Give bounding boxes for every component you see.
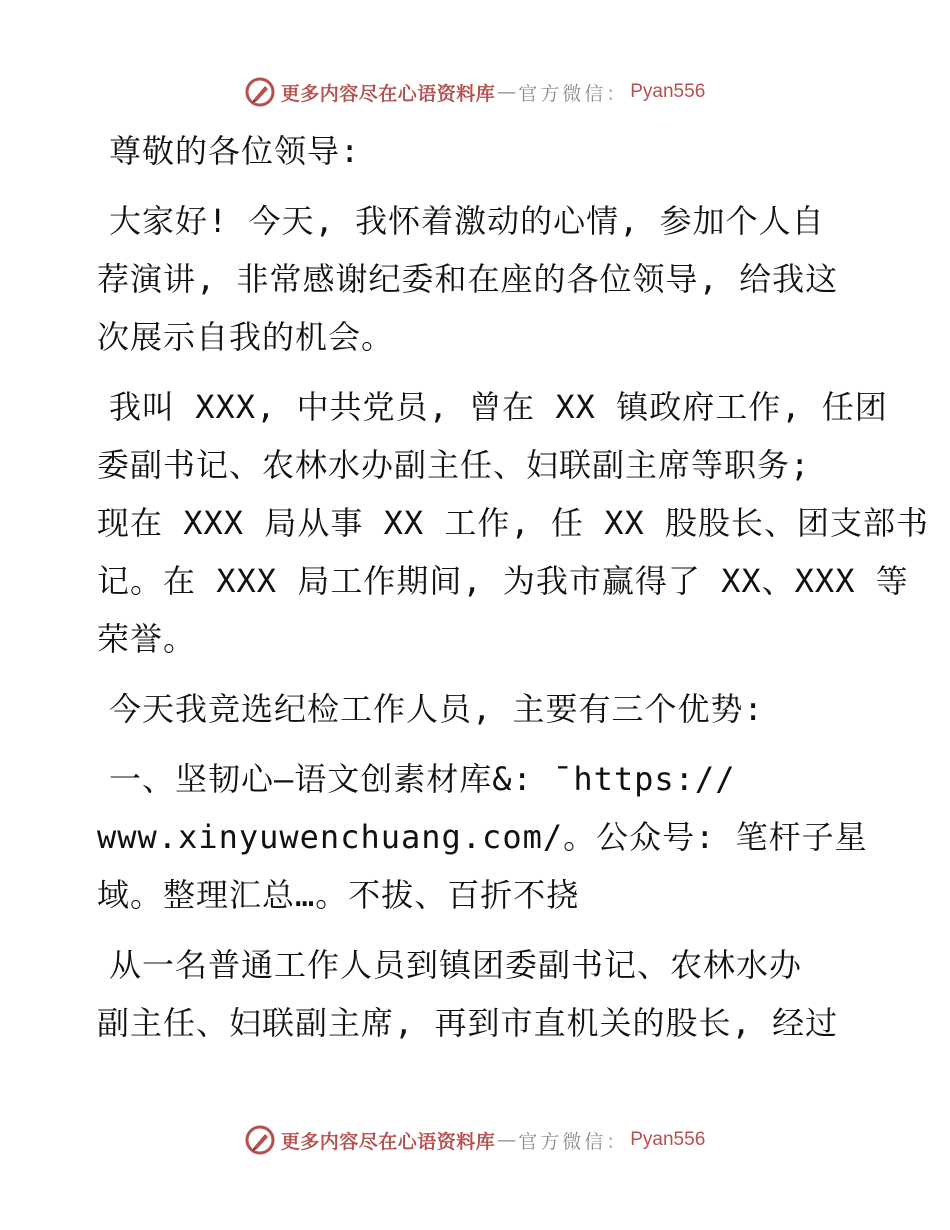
pen-logo-icon <box>245 1125 275 1155</box>
paragraph-career <box>97 936 857 1052</box>
salutation-text: 尊敬的各位领导: <box>109 132 361 170</box>
text-line: www.xinyuwenchuang.com/。公众号: 笔杆子星 <box>97 818 868 856</box>
banner-wechat-id: Pyan556 <box>630 81 706 102</box>
header-watermark <box>0 72 950 112</box>
paragraph-point-one <box>97 750 868 924</box>
text-line: 域。整理汇总…。不拔、百折不挠 <box>97 876 580 914</box>
banner-dash: — <box>497 81 517 103</box>
text-line: 从一名普通工作人员到镇团委副书记、农林水办 <box>109 946 803 984</box>
paragraph-advantages <box>97 680 857 738</box>
document-body <box>97 122 929 1052</box>
text-line: 今天我竞选纪检工作人员, 主要有三个优势: <box>109 690 764 728</box>
banner-wechat-id: Pyan556 <box>630 1129 706 1150</box>
text-line: 一、坚韧心—语文创素材库&: ¯https:// <box>109 760 736 798</box>
banner-wechat-label: 官方微信： <box>518 82 629 105</box>
text-line: 我叫 XXX, 中共党员, 曾在 XX 镇政府工作, 任团 <box>109 388 888 426</box>
salutation <box>97 122 857 180</box>
text-line: 副主任、妇联副主席, 再到市直机关的股长, 经过 <box>97 1004 839 1042</box>
banner-title: 更多内容尽在心语资料库 <box>280 1130 496 1153</box>
text-line: 现在 XXX 局从事 XX 工作, 任 XX 股股长、团支部书 <box>97 504 929 542</box>
paragraph-greeting <box>97 192 857 366</box>
text-line: 荣誉。 <box>97 620 197 658</box>
banner-dash: — <box>497 1129 517 1151</box>
paragraph-intro <box>97 378 929 668</box>
text-line: 次展示自我的机会。 <box>97 318 395 356</box>
text-line: 大家好! 今天, 我怀着激动的心情, 参加个人自 <box>109 202 825 240</box>
text-line: 荐演讲, 非常感谢纪委和在座的各位领导, 给我这 <box>97 260 839 298</box>
banner-title: 更多内容尽在心语资料库 <box>280 82 496 105</box>
text-line: 委副书记、农林水办副主任、妇联副主席等职务; <box>97 446 811 484</box>
footer-watermark <box>0 1120 950 1160</box>
pen-logo-icon <box>245 77 275 107</box>
text-line: 记。在 XXX 局工作期间, 为我市赢得了 XX、XXX 等 <box>97 562 909 600</box>
banner-wechat-label: 官方微信： <box>518 1130 629 1153</box>
